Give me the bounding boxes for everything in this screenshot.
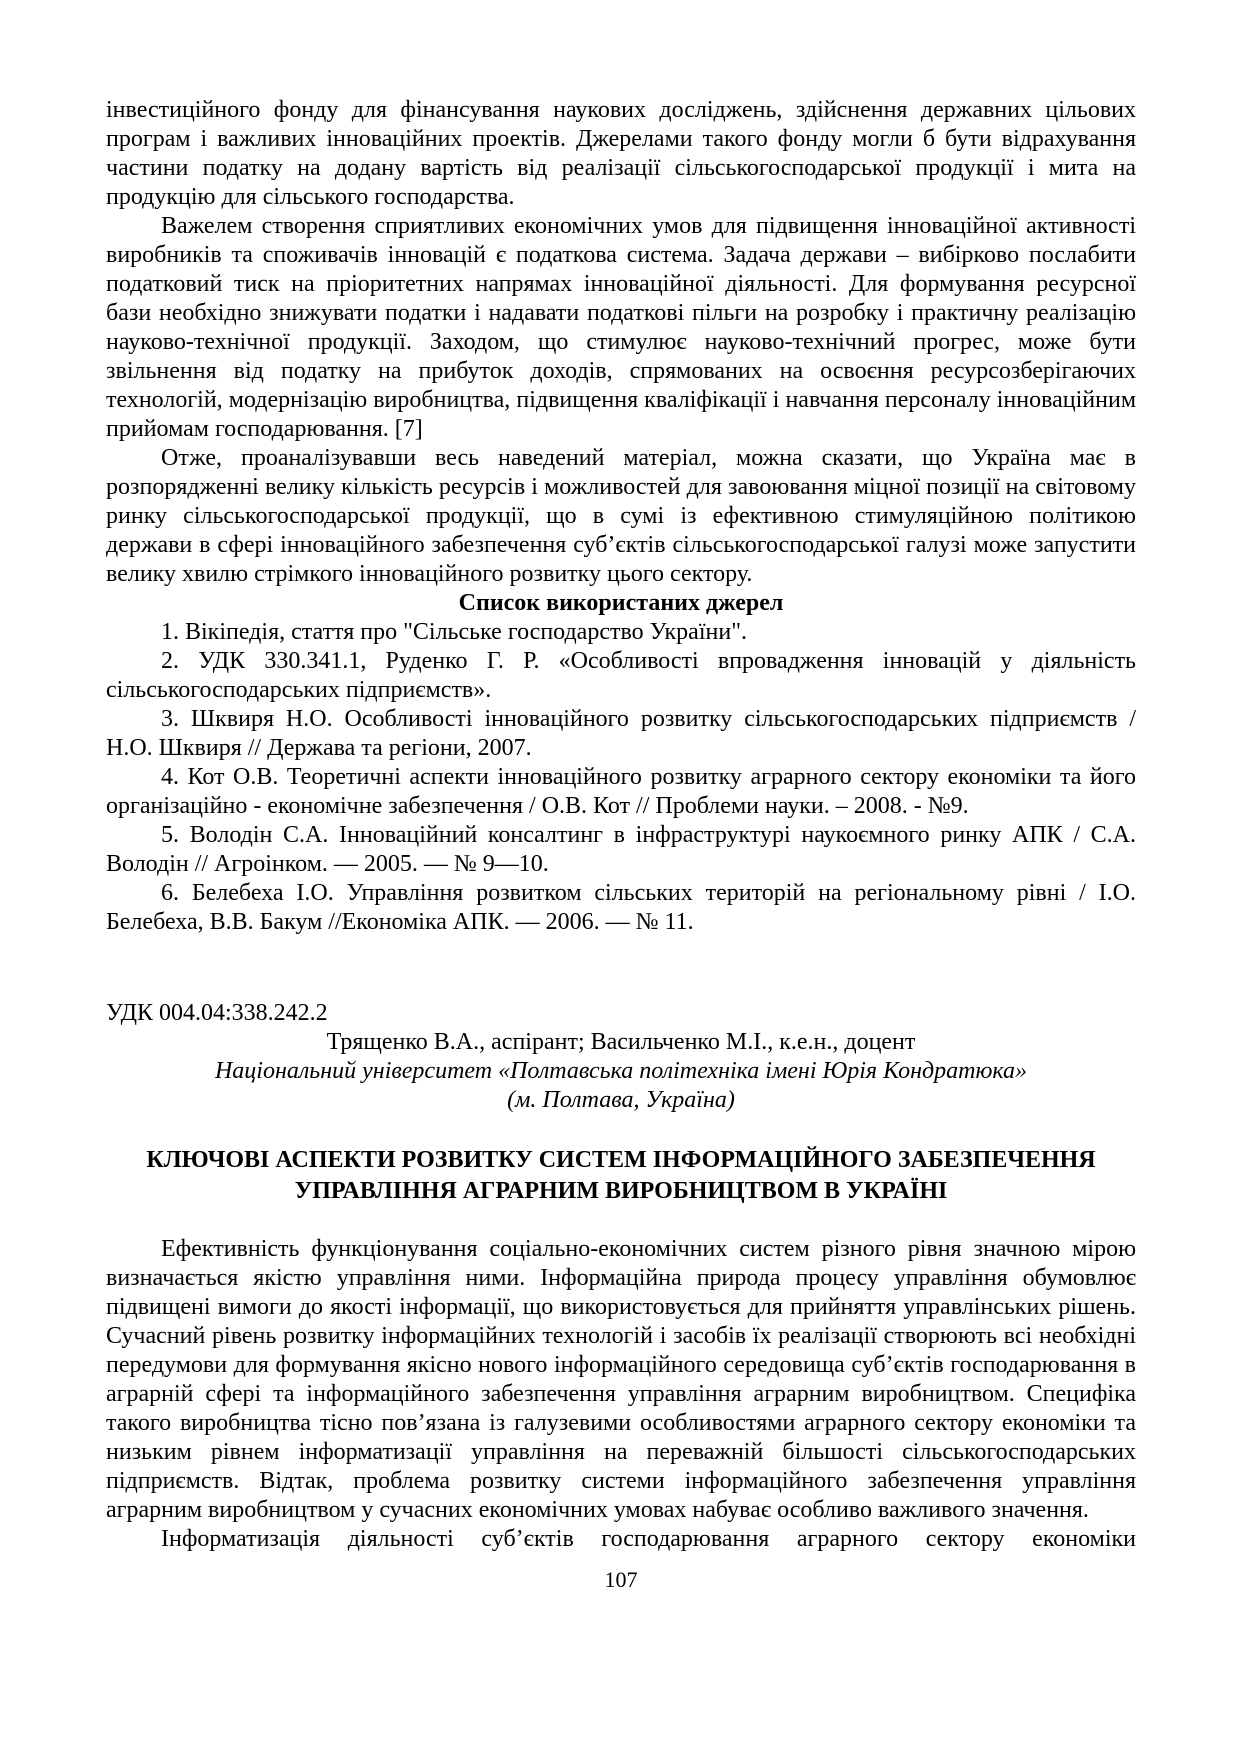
paragraph: Важелем створення сприятливих економічних умов для підвищення інноваційної активності виробників та споживачів інновацій є податкова система. Задача держави – вибірково послабити податковий тиск на пріоритетних напрямах інноваційної діяльності. Для формування ресурсної бази необхідно знижувати податки і надавати податкові пільги на розробку і практичну реалізацію науково-технічної продукції. Заходом, що стимулює науково-технічний прогрес, може бути звільнення від податку на прибуток доходів, спрямованих на освоєння ресурсозберігаючих технологій, модернізацію виробництва, підвищення кваліфікації і навчання персоналу інноваційним прийомам господарювання. [7] <box>106 213 1136 442</box>
paragraph: інвестиційного фонду для фінансування наукових досліджень, здійснення державних цільових програм і важливих інноваційних проектів. Джерелами такого фонду могли б бути відрахування частини податку на додану вартість від реалізації сільськогосподарської продукції і мита на продукцію для сільського господарства. <box>106 97 1136 210</box>
udc-code: УДК 004.04:338.242.2 <box>106 1000 328 1026</box>
reference-item: 6. Белебеха І.О. Управління розвитком сільських територій на регіональному рівні / І.О. Белебеха, В.В. Бакум //Економіка АПК. — 2006. — № 11. <box>106 880 1136 935</box>
page-number: 107 <box>604 1567 638 1592</box>
previous-article-ending <box>106 96 1136 937</box>
authors-line: Трященко В.А., аспірант; Васильченко М.І., к.е.н., доцент <box>326 1029 916 1055</box>
reference-item: 3. Шквиря Н.О. Особливості інноваційного розвитку сільськогосподарських підприємств / Н.О. Шквиря // Держава та регіони, 2007. <box>106 706 1136 761</box>
reference-item: 1. Вікіпедія, стаття про "Сільське господарство України". <box>161 619 747 645</box>
paragraph: Інформатизація діяльності суб’єктів господарювання аграрного сектору економіки <box>161 1526 1136 1552</box>
new-article-beginning <box>106 999 1136 1554</box>
affiliation-line: Національний університет «Полтавська політехніка імені Юрія Кондратюка» <box>214 1058 1028 1084</box>
references-heading: Список використаних джерел <box>458 590 784 616</box>
article-title: КЛЮЧОВІ АСПЕКТИ РОЗВИТКУ СИСТЕМ ІНФОРМАЦІЙНОГО ЗАБЕЗПЕЧЕННЯ УПРАВЛІННЯ АГРАРНИМ ВИРОБНИЦТВОМ В УКРАЇНІ <box>146 1147 1096 1204</box>
paragraph: Отже, проаналізувавши весь наведений матеріал, можна сказати, що Україна має в розпорядженні велику кількість ресурсів і можливостей для завоювання міцної позиції на світовому ринку сільськогосподарської продукції, що в сумі із ефективною стимуляційною політикою держави в сфері інноваційного забезпечення суб’єктів сільськогосподарської галузі може запустити велику хвилю стрімкого інноваційного розвитку цього сектору. <box>106 445 1136 587</box>
reference-item: 2. УДК 330.341.1, Руденко Г. Р. «Особливості впровадження інновацій у діяльність сільськогосподарських підприємств». <box>106 648 1136 703</box>
paragraph: Ефективність функціонування соціально-економічних систем різного рівня значною мірою визначається якістю управління ними. Інформаційна природа процесу управління обумовлює підвищені вимоги до якості інформації, що використовується для прийняття управлінських рішень. Сучасний рівень розвитку інформаційних технологій і засобів їх реалізації створюють всі необхідні передумови для формування якісно нового інформаційного середовища суб’єктів господарювання в аграрній сфері та інформаційного забезпечення управління аграрним виробництвом. Специфіка такого виробництва тісно пов’язана із галузевими особливостями аграрного сектору економіки та низьким рівнем інформатизації управління на переважній більшості сільськогосподарських підприємств. Відтак, проблема розвитку системи інформаційного забезпечення управління аграрним виробництвом у сучасних економічних умовах набуває особливо важливого значення. <box>106 1236 1136 1523</box>
affiliation-location: (м. Полтава, Україна) <box>507 1087 735 1113</box>
reference-item: 4. Кот О.В. Теоретичні аспекти інноваційного розвитку аграрного сектору економіки та його організаційно - економічне забезпечення / О.В. Кот // Проблеми науки. – 2008. - №9. <box>106 764 1136 819</box>
reference-item: 5. Володін С.А. Інноваційний консалтинг в інфраструктурі наукоємного ринку АПК / С.А. Володін // Агроінком. — 2005. — № 9—10. <box>106 822 1136 877</box>
